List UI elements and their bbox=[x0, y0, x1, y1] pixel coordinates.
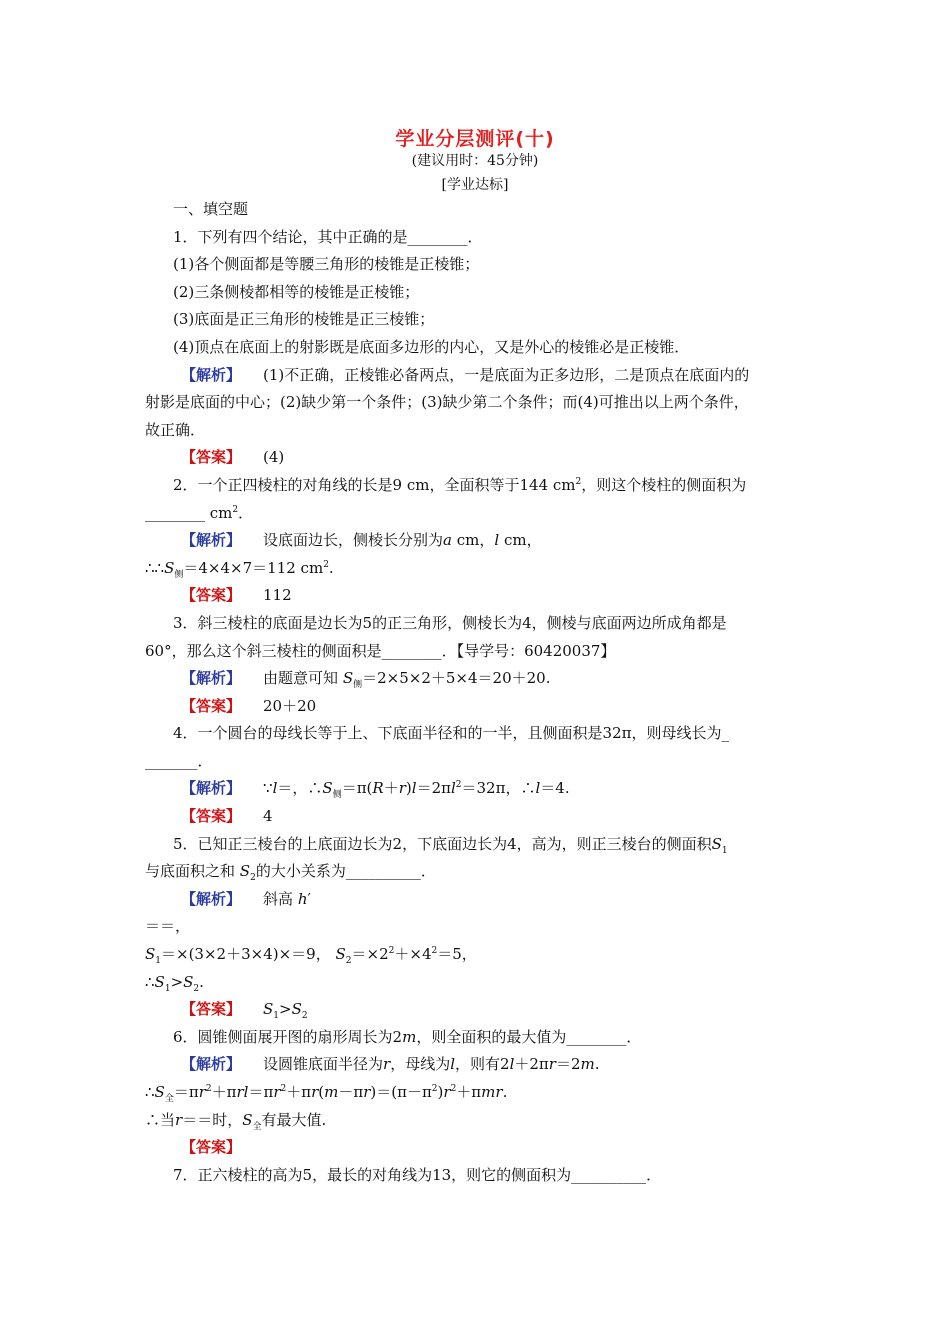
section-heading: [学业达标] bbox=[441, 177, 509, 193]
q5-conclusion-line: $\therefore S_1>S_2$. bbox=[145, 972, 204, 994]
q5-stem: 5．已知正三棱台的上底面边长为2，下底面边长为4，高为，则正三棱台的侧面积$S_1$ bbox=[173, 834, 728, 856]
q5-analysis-line-2: ＝＝， bbox=[145, 917, 191, 936]
page-subtitle: (建议用时：45分钟) bbox=[411, 153, 539, 169]
q1-stem: 1．下列有四个结论，其中正确的是________． bbox=[173, 227, 483, 246]
q6-answer-line bbox=[145, 1134, 815, 1162]
answer-label: 【答案】 bbox=[181, 1000, 242, 1019]
analysis-label: 【解析】 bbox=[181, 531, 242, 550]
q5-stem-2: 与底面积之和 $S_2$的大小关系为__________． bbox=[145, 862, 436, 884]
q1-option-1: (1)各个侧面都是等腰三角形的棱锥是正棱锥； bbox=[173, 255, 480, 274]
q5-analysis-line: 【解析】 斜高 h′ bbox=[181, 889, 311, 908]
q4-analysis-line: 【解析】 ∵l＝，$\therefore S_侧=\pi(R+r)l=2\pi l^2=32\pi$，∴l＝4. bbox=[181, 779, 570, 801]
page-title: 学业分层测评(十) bbox=[395, 128, 555, 150]
q1-answer-line bbox=[145, 444, 815, 472]
q3-stem-2: 60°，那么这个斜三棱柱的侧面积是________．【导学号：60420037】 bbox=[145, 641, 616, 660]
analysis-label: 【解析】 bbox=[181, 889, 242, 908]
q2-stem: 2．一个正四棱柱的对角线的长是9 cm，全面积等于144 $cm^2$，则这个棱柱的侧面积为 bbox=[173, 475, 747, 494]
q5-answer-line: 【答案】 $S_1>S_2$ bbox=[181, 1000, 308, 1022]
q2-stem-2: ________ $cm^2$． bbox=[145, 503, 254, 522]
q1-option-3: (3)底面是正三角形的棱锥是正三棱锥； bbox=[173, 310, 435, 329]
q1-analysis-line: 【解析】 (1)不正确，正棱锥必备两点，一是底面为正多边形，二是顶点在底面内的 bbox=[181, 365, 750, 384]
q4-answer-line bbox=[145, 803, 815, 831]
answer-label: 【答案】 bbox=[181, 586, 242, 605]
q7-stem: 7．正六棱柱的高为5，最长的对角线为13，则它的侧面积为__________． bbox=[173, 1165, 662, 1184]
analysis-label: 【解析】 bbox=[181, 779, 242, 798]
analysis-label: 【解析】 bbox=[181, 1055, 242, 1074]
q1-answer: (4) bbox=[263, 448, 285, 467]
q2-answer-line bbox=[145, 582, 815, 610]
question-content bbox=[145, 196, 815, 1189]
answer-label: 【答案】 bbox=[181, 1138, 242, 1157]
q4-stem-2: _______． bbox=[145, 751, 213, 770]
answer-label: 【答案】 bbox=[181, 448, 242, 467]
q5-calc-line: $S_1=\times(3\times 2+3\times 4)\times=9$， $S_2=\times 2^2+\times 4^2=5$， bbox=[145, 945, 477, 967]
answer-label: 【答案】 bbox=[181, 807, 242, 826]
q2-analysis-line: 【解析】 设底面边长，侧棱长分别为a cm，l cm， bbox=[181, 531, 542, 550]
analysis-label: 【解析】 bbox=[181, 669, 242, 688]
part-heading: 一、填空题 bbox=[173, 200, 249, 218]
q4-stem: 4．一个圆台的母线长等于上、下底面半径和的一半，且侧面积是32π，则母线长为_ bbox=[173, 724, 729, 743]
q6-stem: 6．圆锥侧面展开图的扇形周长为2m，则全面积的最大值为________． bbox=[173, 1027, 642, 1046]
q3-analysis-line: 【解析】 由题意可知 $S_侧=2\times 5\times 2+5\times 4=20+20$. bbox=[181, 669, 551, 691]
q1-option-4: (4)顶点在底面上的射影既是底面多边形的内心，又是外心的棱锥必是正棱锥． bbox=[173, 337, 690, 356]
q6-analysis-line: 【解析】 设圆锥底面半径为r，母线为l，则有2l＋2πr＝2m. bbox=[181, 1055, 600, 1074]
answer-label: 【答案】 bbox=[181, 696, 242, 715]
q1-analysis-line-3: 故正确． bbox=[145, 420, 206, 439]
q4-answer: 4 bbox=[263, 807, 273, 826]
q2-answer: 112 bbox=[263, 586, 292, 605]
q3-answer: 20＋20 bbox=[263, 696, 317, 715]
analysis-label: 【解析】 bbox=[181, 365, 242, 384]
q3-answer-line bbox=[145, 693, 815, 721]
q2-calc-line: $\therefore\therefore S_侧=4\times 4\times 7=112$ $cm^2$. bbox=[145, 558, 334, 580]
q6-calc-line: $\therefore S_全=\pi r^2+\pi rl=\pi r^2+\pi r(m-\pi r)=(\pi-\pi^2)r^2+\pi mr$. bbox=[145, 1083, 508, 1104]
q1-option-2: (2)三条侧棱都相等的棱锥是正棱锥； bbox=[173, 282, 420, 301]
q6-max-line: ∴当r＝＝时，$S_全$有最大值. bbox=[145, 1110, 327, 1132]
q3-stem: 3．斜三棱柱的底面是边长为5的正三角形，侧棱长为4，侧棱与底面两边所成角都是 bbox=[173, 613, 727, 632]
q1-analysis-line-2: 射影是底面的中心；(2)缺少第一个条件；(3)缺少第二个条件；而(4)可推出以上两个条件， bbox=[145, 393, 749, 412]
